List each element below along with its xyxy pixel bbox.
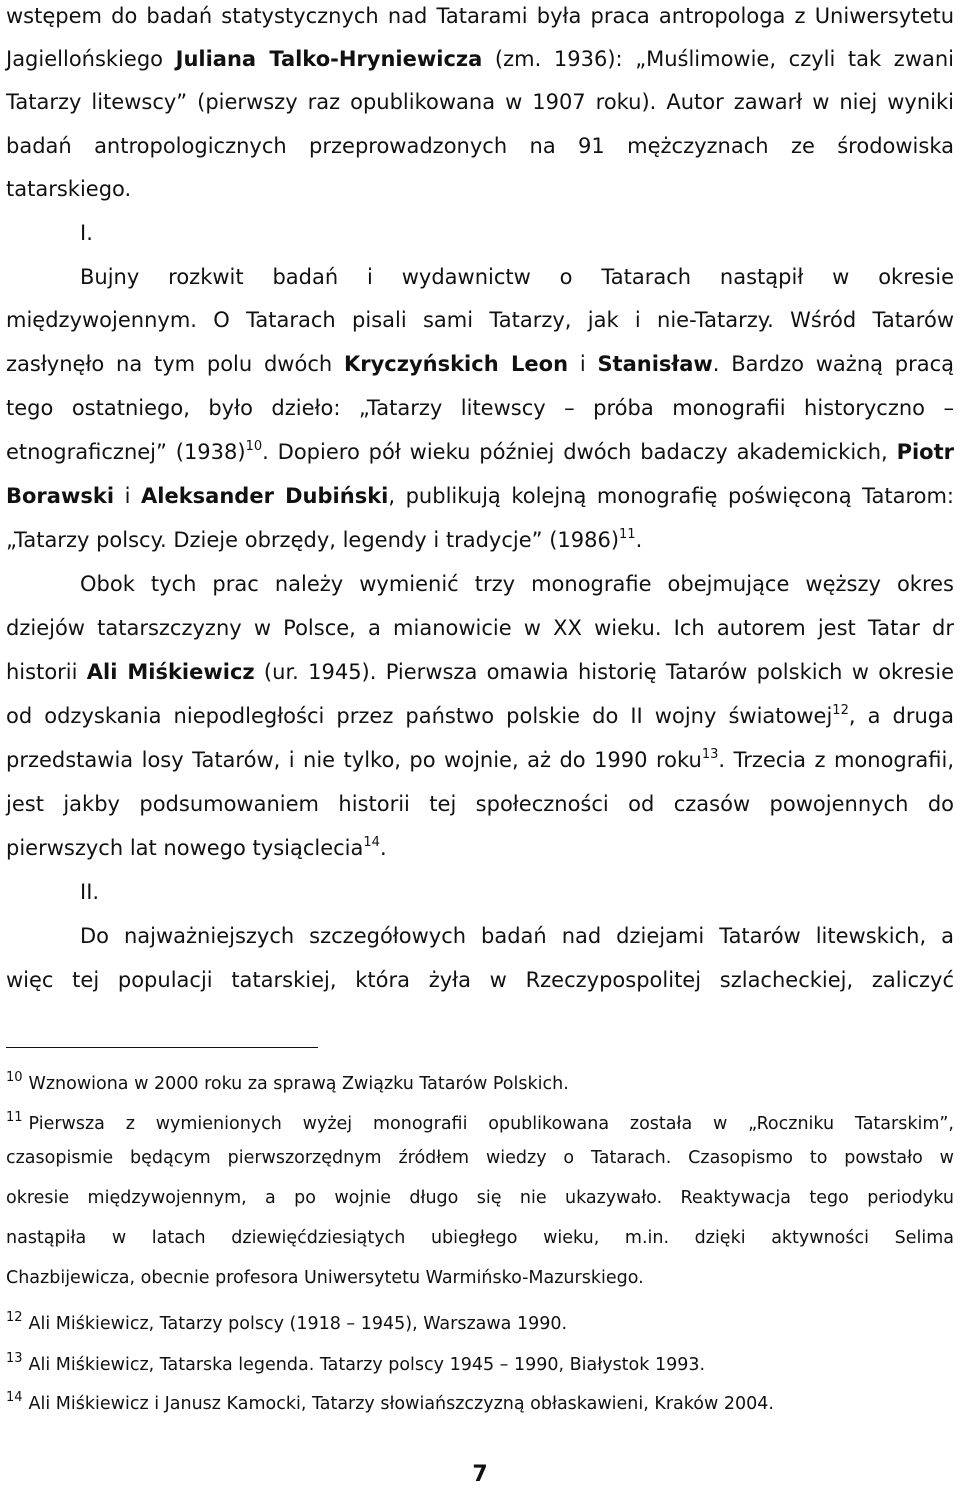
text: . Trzecia z monografii, xyxy=(718,748,955,772)
text: badań antropologicznych przeprowadzonych na 91 mężczyznach ze środowiska xyxy=(6,134,954,158)
body-line xyxy=(6,965,954,995)
text: (ur. 1945). Pierwsza omawia historię Tatarów polskich w okresie xyxy=(254,660,955,684)
text: . xyxy=(635,528,643,552)
footnote-ref[interactable]: 14 xyxy=(363,835,380,850)
author-name-bold: Juliana Talko-Hryniewicza xyxy=(175,47,483,71)
body-line xyxy=(6,305,954,335)
footnote-13 xyxy=(6,1347,954,1377)
footnote-ref[interactable]: 10 xyxy=(245,439,263,454)
text: etnograficznej” (1938) xyxy=(6,440,246,464)
body-line xyxy=(6,789,954,819)
body-line xyxy=(6,481,954,511)
footnote-text: Ali Miśkiewicz, Tatarzy polscy (1918 – 1945), Warszawa 1990. xyxy=(28,1314,568,1334)
body-line xyxy=(6,745,954,775)
footnote-number: 10 xyxy=(6,1070,23,1085)
body-line xyxy=(6,1,954,31)
text: od odzyskania niepodległości przez państwo polskie do II wojny światowej xyxy=(6,704,833,728)
text: i xyxy=(568,352,598,376)
footnote-11 xyxy=(6,1106,954,1136)
body-line xyxy=(6,613,954,643)
text: dziejów tatarszczyzny w Polsce, a mianowicie w XX wieku. Ich autorem jest Tatar dr xyxy=(6,616,954,640)
footnote-ref[interactable]: 13 xyxy=(701,747,719,762)
text: przedstawia losy Tatarów, i nie tylko, po wojnie, aż do 1990 roku xyxy=(6,748,702,772)
footnote-ref[interactable]: 11 xyxy=(619,527,636,542)
text: „Tatarzy polscy. Dzieje obrzędy, legendy i tradycje” (1986) xyxy=(6,528,620,552)
text: tego ostatniego, było dzieło: „Tatarzy litewscy – próba monografii historyczno – xyxy=(6,396,954,420)
body-line xyxy=(6,87,954,117)
body-line xyxy=(6,349,954,379)
author-name-bold: Stanisław xyxy=(597,352,713,376)
footnote-11-line xyxy=(6,1186,954,1210)
footnote-text: Pierwsza z wymienionych wyżej monografii opublikowana została w „Roczniku Tatarskim”, xyxy=(28,1114,954,1134)
author-name-bold: Ali Miśkiewicz xyxy=(86,660,255,684)
text: , publikują kolejną monografię poświęconą Tatarom: xyxy=(388,484,955,508)
footnote-text: Ali Miśkiewicz, Tatarska legenda. Tatarzy polscy 1945 – 1990, Białystok 1993. xyxy=(28,1355,706,1375)
text: . Bardzo ważną pracą xyxy=(712,352,955,376)
footnote-12 xyxy=(6,1306,954,1336)
text: Do najważniejszych szczegółowych badań nad dziejami Tatarów litewskich, a xyxy=(80,924,954,948)
text: i xyxy=(114,484,142,508)
body-line xyxy=(80,921,954,951)
text: Tatarzy litewscy” (pierwszy raz opublikowana w 1907 roku). Autor zawarł w niej wyniki xyxy=(6,90,954,114)
text: zasłynęło na tym polu dwóch xyxy=(6,352,344,376)
body-line xyxy=(6,44,954,74)
text: wstępem do badań statystycznych nad Tatarami była praca antropologa z Uniwersytetu xyxy=(6,4,954,28)
body-line xyxy=(6,701,954,731)
author-name-bold: Borawski xyxy=(6,484,115,508)
body-line xyxy=(6,833,954,863)
footnote-number: 12 xyxy=(6,1310,23,1325)
footnote-text: nastąpiła w latach dziewięćdziesiątych ubiegłego wieku, m.in. dzięki aktywności Selima xyxy=(6,1228,954,1248)
body-line xyxy=(80,569,954,599)
text: międzywojennym. O Tatarach pisali sami Tatarzy, jak i nie-Tatarzy. Wśród Tatarów xyxy=(6,308,954,332)
text: Bujny rozkwit badań i wydawnictw o Tatarach nastąpił w okresie xyxy=(80,265,954,289)
text: tatarskiego. xyxy=(6,177,132,201)
body-line xyxy=(6,657,954,687)
text: Obok tych prac należy wymienić trzy monografie obejmujące węższy okres xyxy=(80,572,954,596)
author-name-bold: Aleksander Dubiński xyxy=(141,484,389,508)
text: Jagiellońskiego xyxy=(6,47,176,71)
footnote-separator xyxy=(6,1047,318,1048)
text: , a druga xyxy=(848,704,954,728)
footnote-text: Wznowiona w 2000 roku za sprawą Związku Tatarów Polskich. xyxy=(28,1074,569,1094)
body-line xyxy=(6,174,954,204)
body-line xyxy=(6,131,954,161)
footnote-number: 14 xyxy=(6,1390,23,1405)
footnote-11-line xyxy=(6,1146,954,1170)
footnote-text: Chazbijewicza, obecnie profesora Uniwersytetu Warmińsko-Mazurskiego. xyxy=(6,1268,644,1288)
body-line xyxy=(6,393,954,423)
footnote-number: 11 xyxy=(6,1110,23,1125)
footnote-10 xyxy=(6,1066,954,1096)
footnote-text: czasopismie będącym pierwszorzędnym źródłem wiedzy o Tatarach. Czasopismo to powstało w xyxy=(6,1148,954,1168)
footnote-14 xyxy=(6,1386,954,1416)
text: I. xyxy=(80,221,93,245)
page-number: 7 xyxy=(472,1462,488,1487)
body-line xyxy=(6,437,954,467)
text: . Dopiero pół wieku później dwóch badaczy akademickich, xyxy=(262,440,897,464)
section-heading-roman-2 xyxy=(80,877,954,907)
text: (zm. 1936): „Muślimowie, czyli tak zwani xyxy=(482,47,955,71)
footnote-ref[interactable]: 12 xyxy=(832,703,849,718)
footnote-number: 13 xyxy=(6,1351,23,1366)
author-name-bold: Kryczyńskich Leon xyxy=(343,352,569,376)
section-heading-roman-1 xyxy=(80,218,954,248)
footnote-text: okresie międzywojennym, a po wojnie długo się nie ukazywało. Reaktywacja tego periodyku xyxy=(6,1188,954,1208)
body-line xyxy=(80,262,954,292)
footnote-11-line xyxy=(6,1266,954,1290)
body-line xyxy=(6,525,954,555)
text: pierwszych lat nowego tysiąclecia xyxy=(6,836,364,860)
footnote-text: Ali Miśkiewicz i Janusz Kamocki, Tatarzy słowiańszczyzną obłaskawieni, Kraków 2004. xyxy=(28,1394,774,1414)
text: historii xyxy=(6,660,87,684)
text: . xyxy=(379,836,387,860)
text: więc tej populacji tatarskiej, która żyła w Rzeczypospolitej szlacheckiej, zaliczyć xyxy=(6,968,954,992)
text: jest jakby podsumowaniem historii tej społeczności od czasów powojennych do xyxy=(6,792,954,816)
author-name-bold: Piotr xyxy=(896,440,954,464)
footnote-11-line xyxy=(6,1226,954,1250)
text: II. xyxy=(80,880,100,904)
